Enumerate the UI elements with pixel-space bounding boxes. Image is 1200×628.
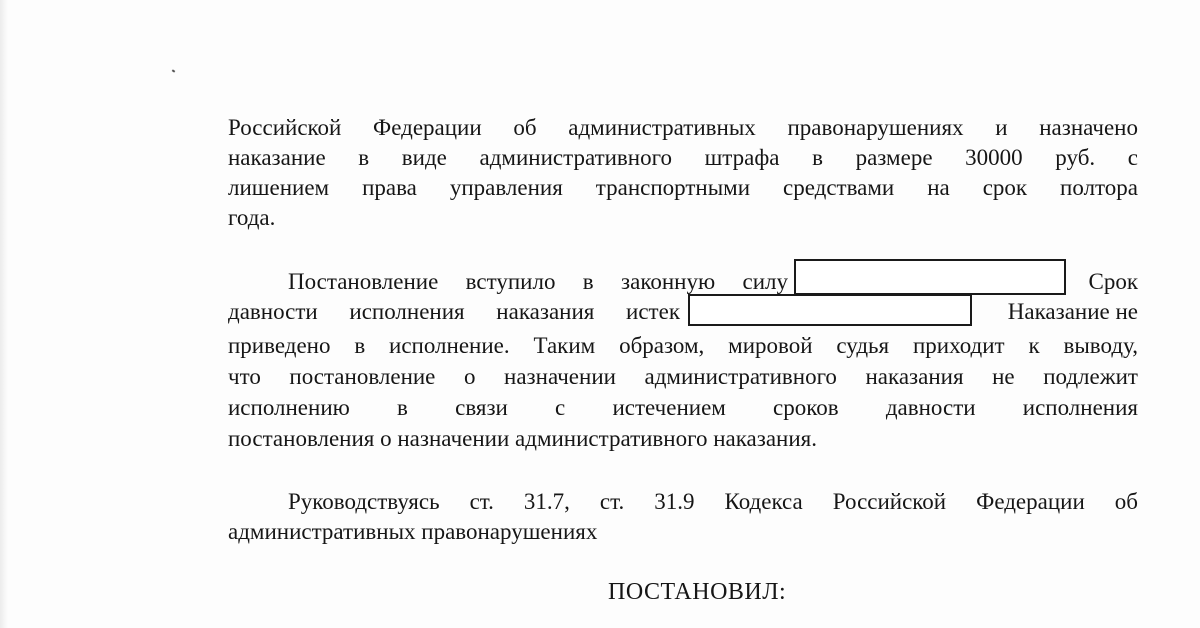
paragraph-2-line-1-end: Срок [1088,269,1138,294]
redaction-box-1 [794,259,1066,295]
paragraph-2-line-3: приведено в исполнение. Таким образом, мировой судья приходит к выводу, [228,333,1138,358]
paragraph-2-line-6: постановления о назначении административного наказания. [228,426,818,451]
redaction-box-2 [688,294,972,326]
paragraph-2-line-5: исполнению в связи с истечением сроков давности исполнения [228,395,1138,420]
resolution-heading: ПОСТАНОВИЛ: [608,579,787,605]
paragraph-1-line-1: Российской Федерации об административных правонарушениях и назначено [228,115,1138,140]
scan-speck [172,69,176,72]
paragraph-2-line-2-start: давности исполнения наказания истек [228,299,680,324]
paragraph-1-line-4: года. [228,205,276,230]
paragraph-2-line-4: что постановление о назначении административного наказания не подлежит [228,364,1138,389]
paragraph-3-line-2: административных правонарушениях [228,519,598,544]
bleed-through-artifact [520,55,640,85]
paragraph-1-line-2: наказание в виде административного штрафа в размере 30000 руб. с [228,145,1138,170]
page-edge-shadow [0,0,8,628]
paragraph-2-line-1-start: Постановление вступило в законную силу [288,269,788,294]
paragraph-3-line-1: Руководствуясь ст. 31.7, ст. 31.9 Кодекса Российской Федерации об [288,489,1138,514]
paragraph-2-line-2-end: Наказание не [1007,299,1138,324]
paragraph-1-line-3: лишением права управления транспортными средствами на срок полтора [228,175,1138,200]
